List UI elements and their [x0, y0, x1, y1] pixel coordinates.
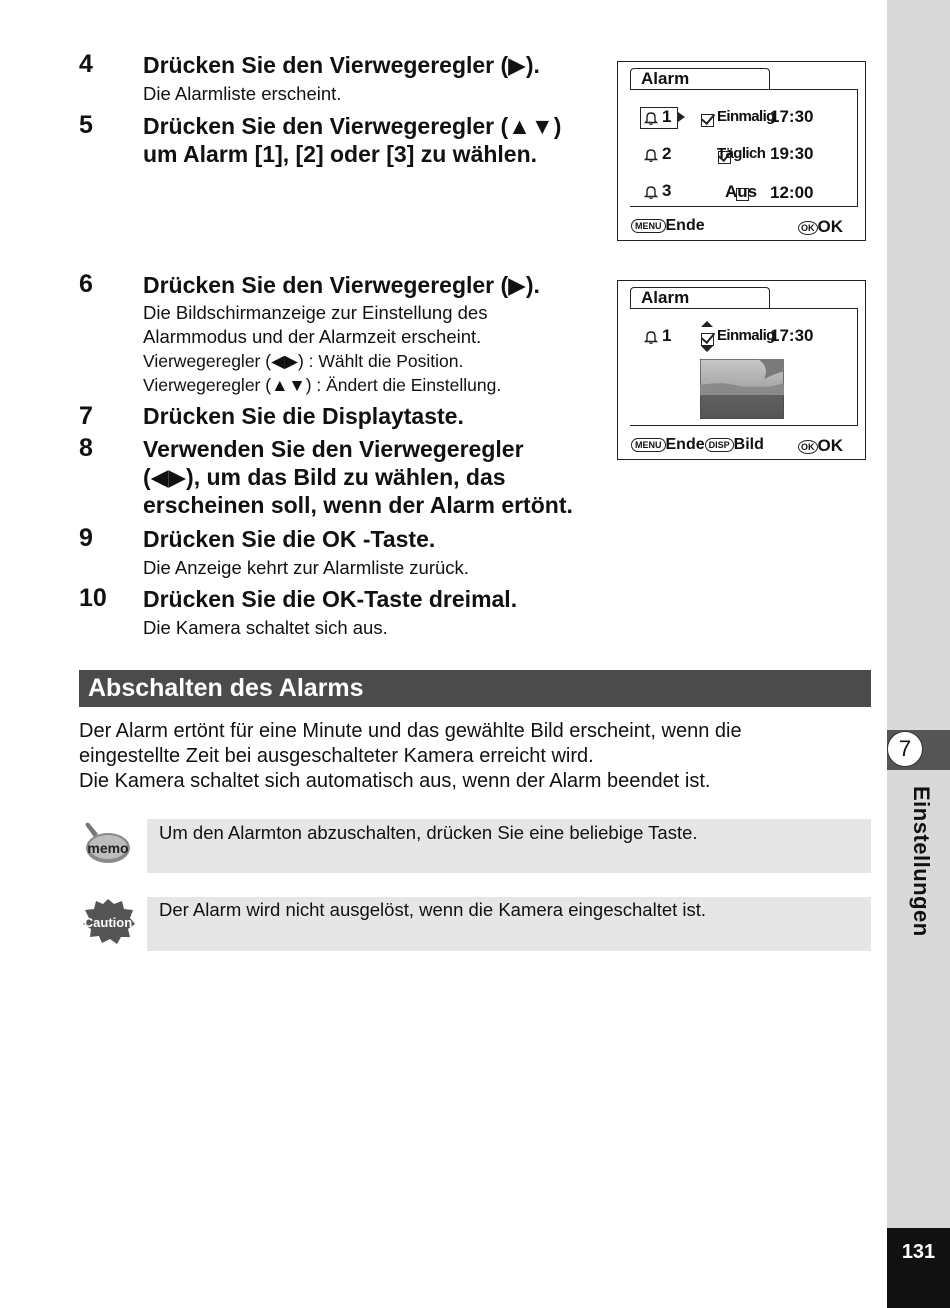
alarm-3-index: 3: [662, 181, 672, 200]
ok-hint-label: OK: [817, 436, 843, 455]
ok-hint-label: OK: [817, 217, 843, 236]
caution-text: Der Alarm wird nicht ausgelöst, wenn die Kamera eingeschaltet ist.: [159, 899, 707, 920]
step-6-desc-line4: Vierwegeregler (▲▼) : Ändert die Einstellung.: [143, 375, 502, 395]
alarm-1-index: 1: [662, 107, 672, 126]
alarm-1-checkbox: [701, 114, 714, 127]
alarm-list-screen: [617, 61, 866, 241]
memo-icon: [80, 822, 132, 868]
bell-icon: [644, 111, 658, 126]
screen-1-ok-hint: [798, 217, 843, 237]
screen-2-title: Alarm: [630, 287, 770, 309]
bell-icon: [644, 330, 658, 345]
alarm-1-mode: Einmalig: [717, 108, 775, 125]
alarm-image-thumbnail: [700, 359, 784, 419]
section-paragraph-line3: Die Kamera schaltet sich automatisch aus, wenn der Alarm beendet ist.: [79, 770, 711, 792]
bell-icon: [644, 148, 658, 163]
chapter-number: 7: [887, 731, 923, 767]
step-5-number: 5: [79, 111, 93, 139]
step-4-title: Drücken Sie den Vierwegeregler (▶).: [143, 52, 540, 78]
ok-button-icon: OK: [798, 221, 818, 235]
chapter-name: Einstellungen: [909, 786, 934, 937]
screen-1-menu-hint: [631, 217, 705, 235]
screen-1-title: Alarm: [630, 68, 770, 90]
step-8-title-line3: erscheinen soll, wenn der Alarm ertönt.: [143, 492, 573, 518]
screen-2-ok-hint: [798, 436, 843, 456]
step-7-number: 7: [79, 402, 93, 430]
step-4-desc: Die Alarmliste erscheint.: [143, 83, 342, 104]
alarm-mode: Einmalig: [717, 327, 775, 344]
menu-button-icon: MENU: [631, 219, 666, 233]
step-9-title: Drücken Sie die OK -Taste.: [143, 526, 436, 552]
alarm-2-time: 19:30: [770, 144, 814, 163]
step-4-number: 4: [79, 50, 93, 78]
arrow-right-icon: [678, 112, 685, 122]
menu-hint-label: Ende: [665, 217, 705, 234]
step-10-number: 10: [79, 584, 107, 612]
step-5-title-line1: Drücken Sie den Vierwegeregler (▲▼): [143, 113, 562, 139]
step-6-desc-line2: Alarmmodus und der Alarmzeit erscheint.: [143, 326, 482, 347]
section-heading: Abschalten des Alarms: [79, 670, 871, 707]
alarm-3-time: 12:00: [770, 183, 814, 202]
memo-text: Um den Alarmton abzuschalten, drücken Sie eine beliebige Taste.: [159, 822, 698, 843]
alarm-index: 1: [662, 326, 672, 345]
page-number: 131: [887, 1228, 950, 1308]
disp-hint-label: Bild: [733, 436, 764, 453]
side-strip: [887, 0, 950, 1308]
alarm-time: 17:30: [770, 326, 814, 345]
arrow-down-icon: [701, 346, 713, 352]
alarm-2-mode: Täglich: [717, 145, 766, 162]
section-paragraph-line2: eingestellte Zeit bei ausgeschalteter Kamera erreicht wird.: [79, 745, 594, 767]
step-8-title-line2: (◀▶), um das Bild zu wählen, das: [143, 464, 506, 490]
alarm-3-mode: Aus: [725, 182, 758, 201]
section-paragraph-line1: Der Alarm ertönt für eine Minute und das gewählte Bild erscheint, wenn die: [79, 720, 742, 742]
step-6-title: Drücken Sie den Vierwegeregler (▶).: [143, 272, 540, 298]
step-8-number: 8: [79, 434, 93, 462]
menu-hint-label: Ende: [665, 436, 705, 453]
caution-icon: [80, 898, 136, 944]
ok-button-icon: OK: [798, 440, 818, 454]
step-6-number: 6: [79, 270, 93, 298]
disp-button-icon: DISP: [705, 438, 734, 452]
step-9-desc: Die Anzeige kehrt zur Alarmliste zurück.: [143, 557, 469, 578]
step-7-title: Drücken Sie die Displaytaste.: [143, 403, 464, 429]
step-5-title-line2: um Alarm [1], [2] oder [3] zu wählen.: [143, 141, 538, 167]
menu-button-icon: MENU: [631, 438, 666, 452]
screen-2-menu-hint: [631, 436, 764, 454]
alarm-mode-checkbox: [701, 333, 714, 346]
step-10-title: Drücken Sie die OK-Taste dreimal.: [143, 586, 518, 612]
step-9-number: 9: [79, 524, 93, 552]
caution-icon-label: Caution: [83, 915, 133, 930]
step-8-title-line1: Verwenden Sie den Vierwegeregler: [143, 436, 524, 462]
arrow-up-icon: [701, 321, 713, 327]
alarm-setting-screen: [617, 280, 866, 460]
alarm-1-time: 17:30: [770, 107, 814, 126]
step-6-desc-line1: Die Bildschirmanzeige zur Einstellung des: [143, 302, 488, 323]
alarm-2-index: 2: [662, 144, 672, 163]
bell-icon: [644, 185, 658, 200]
step-10-desc: Die Kamera schaltet sich aus.: [143, 617, 388, 638]
step-6-desc-line3: Vierwegeregler (◀▶) : Wählt die Position.: [143, 351, 464, 371]
memo-icon-label: memo: [87, 840, 129, 856]
